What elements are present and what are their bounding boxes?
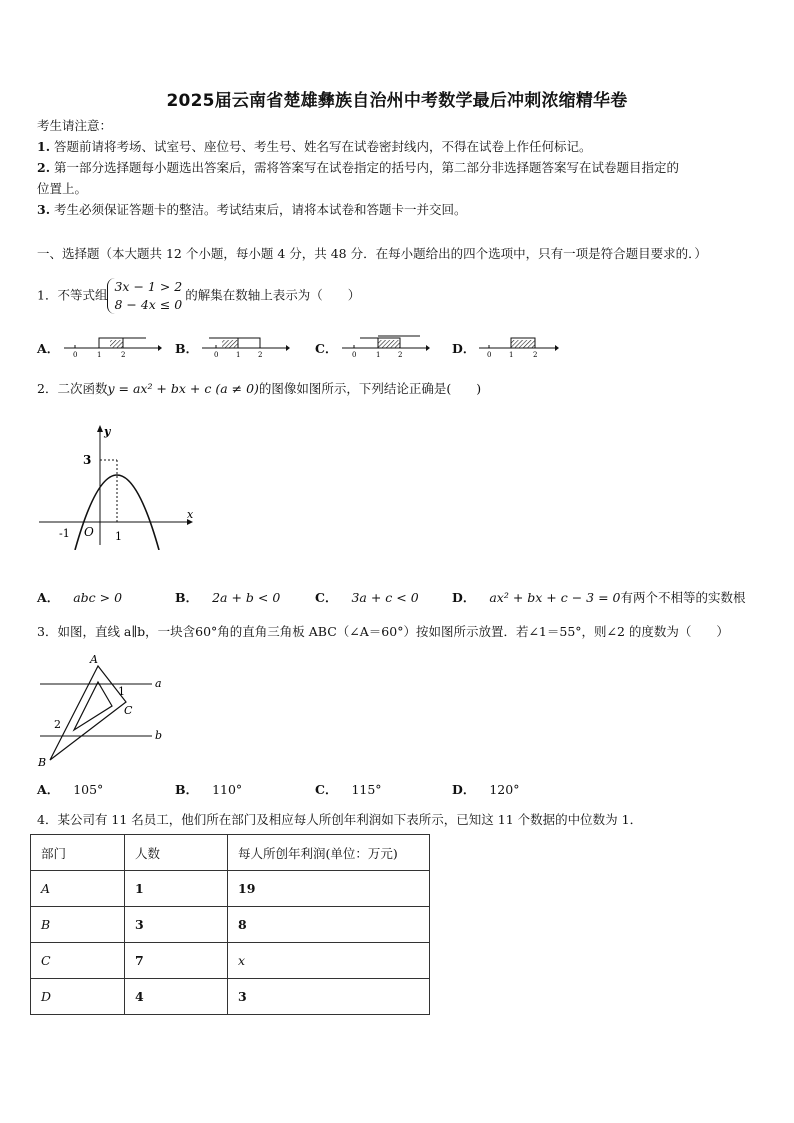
notice-item-num: 1. [37,139,51,154]
tick-label: 0 [352,351,357,358]
inequality-system [107,278,185,314]
notice-item-text: 答题前请将考场、试室号、座位号、考生号、姓名写在试卷密封线内，不得在试卷上作任何标记。 [54,139,592,154]
table-cell: 3 [125,907,228,943]
number-line-c [340,330,440,358]
table-cell: 3 [228,979,430,1015]
tick-label: 2 [398,351,403,358]
vertex-a-label: A [90,653,98,666]
question-suffix: 的图像如图所示，下列结论正确是( ) [258,381,482,396]
option-text: 110° [212,782,243,797]
triangle-figure [30,650,170,770]
notice-item-2 [37,158,679,178]
section-heading: 一、选择题（本大题共 12 个小题，每小题 4 分，共 48 分．在每小题给出的四个选项中，只有一项是符合题目要求的．） [37,246,707,261]
option-label: A． [37,590,60,605]
notice-item-1 [37,137,592,157]
question-number: 4． [37,812,58,827]
tick-label: 1 [509,351,514,358]
table-row [31,907,430,943]
vertex-c-label: C [124,704,133,717]
q2-option-c[interactable] [315,588,419,606]
notice-item-text: 第一部分选择题每小题选出答案后，需将答案写在试卷指定的括号内，第二部分非选择题答案写在试卷题目指定的 [54,160,680,175]
table-cell: D [31,979,125,1015]
option-label: A． [37,341,60,356]
table-cell: 7 [125,943,228,979]
notice-heading: 考生请注意： [37,118,113,133]
tick-label: 1 [376,351,381,358]
table-header-cell: 部门 [31,835,125,871]
option-text: 2a + b < 0 [212,590,281,605]
tick-label: 2 [121,351,126,358]
question-prefix: 不等式组 [57,287,108,303]
option-text: 105° [73,782,104,797]
notice-item-text: 考生必须保证答题卡的整洁。考试结束后，请将本试卷和答题卡一并交回。 [54,202,467,217]
angle-2-label: 2 [54,718,61,731]
notice-item-2-cont: 位置上。 [37,181,88,196]
option-label: C． [315,782,338,797]
tick-label: 1 [236,351,241,358]
line-a-label: a [155,677,162,690]
table-header-cell: 每人所创年利润(单位：万元) [228,835,430,871]
option-label: D． [452,782,476,797]
q3-option-a[interactable] [37,780,103,798]
question-number: 2． [37,381,58,396]
table-row [31,943,430,979]
tick-label: 1 [97,351,102,358]
tick-label: 0 [73,351,78,358]
tick-label: 2 [533,351,538,358]
parabola-graph [35,420,200,550]
number-line-a [62,330,162,358]
option-text: 3a + c < 0 [351,590,419,605]
y-tick-label: 3 [83,453,92,467]
notice-item-num: 3. [37,202,51,217]
number-line-b [200,330,300,358]
table-row [31,979,430,1015]
table-cell: x [228,943,430,979]
tick-label: 2 [258,351,263,358]
number-line-d [477,330,577,358]
q2-option-b[interactable] [175,588,280,606]
q2-option-a[interactable] [37,588,122,606]
tick-label: 0 [214,351,219,358]
inequality-line-1: 3x − 1 > 2 [114,279,183,294]
option-label: C． [315,341,338,356]
option-text: ax² + bx + c − 3 = 0 [489,590,621,605]
option-text: abc > 0 [73,590,123,605]
vertex-b-label: B [38,756,47,769]
option-label: A． [37,782,60,797]
question-prefix: 二次函数 [57,381,108,396]
table-header-row [31,835,430,871]
table-cell: 1 [125,871,228,907]
notice-item-num: 2. [37,160,51,175]
function-formula: y = ax² + bx + c (a ≠ 0) [107,381,259,396]
table-row [31,871,430,907]
table-header-cell: 人数 [125,835,228,871]
option-label: B． [175,341,199,356]
x-tick-label: 1 [115,530,122,543]
question-text: 如图，直线 a∥b，一块含60°角的直角三角板 ABC（∠A＝60°）按如图所示放置．若∠1＝55°，则∠2 的度数为（ ） [57,624,729,639]
option-text: 115° [351,782,382,797]
question-number: 3． [37,624,58,639]
option-label: D． [452,341,476,356]
neg-tick-label: -1 [59,527,70,540]
table-cell: C [31,943,125,979]
q3-option-c[interactable] [315,780,382,798]
q3-option-b[interactable] [175,780,242,798]
question-3 [37,622,729,642]
table-cell: 4 [125,979,228,1015]
tick-label: 0 [487,351,492,358]
line-b-label: b [155,729,163,742]
notice-item-3 [37,200,467,220]
question-suffix: 的解集在数轴上表示为（ ） [185,287,361,303]
question-2 [37,379,481,399]
angle-1-label: 1 [118,685,125,698]
origin-label: O [84,525,94,539]
q2-option-d[interactable] [452,588,746,606]
table-cell: 19 [228,871,430,907]
question-1 [37,278,360,314]
option-label: C． [315,590,338,605]
option-label: B． [175,590,199,605]
x-axis-label: x [187,508,194,521]
option-text: 120° [489,782,520,797]
question-number: 1． [37,287,58,303]
inequality-line-2: 8 − 4x ≤ 0 [114,297,183,312]
option-label: D． [452,590,476,605]
question-4 [37,810,642,830]
y-axis-label: y [104,425,111,438]
table-cell: B [31,907,125,943]
option-tail: 有两个不相等的实数根 [620,590,746,605]
page-title: 2025届云南省楚雄彝族自治州中考数学最后冲刺浓缩精华卷 [166,91,628,111]
profit-table [30,834,430,1015]
option-label: B． [175,782,199,797]
table-cell: A [31,871,125,907]
question-text: 某公司有 11 名员工，他们所在部门及相应每人所创年利润如下表所示，已知这 11 个数据的中位数为 1． [57,812,643,827]
q3-option-d[interactable] [452,780,519,798]
table-cell: 8 [228,907,430,943]
